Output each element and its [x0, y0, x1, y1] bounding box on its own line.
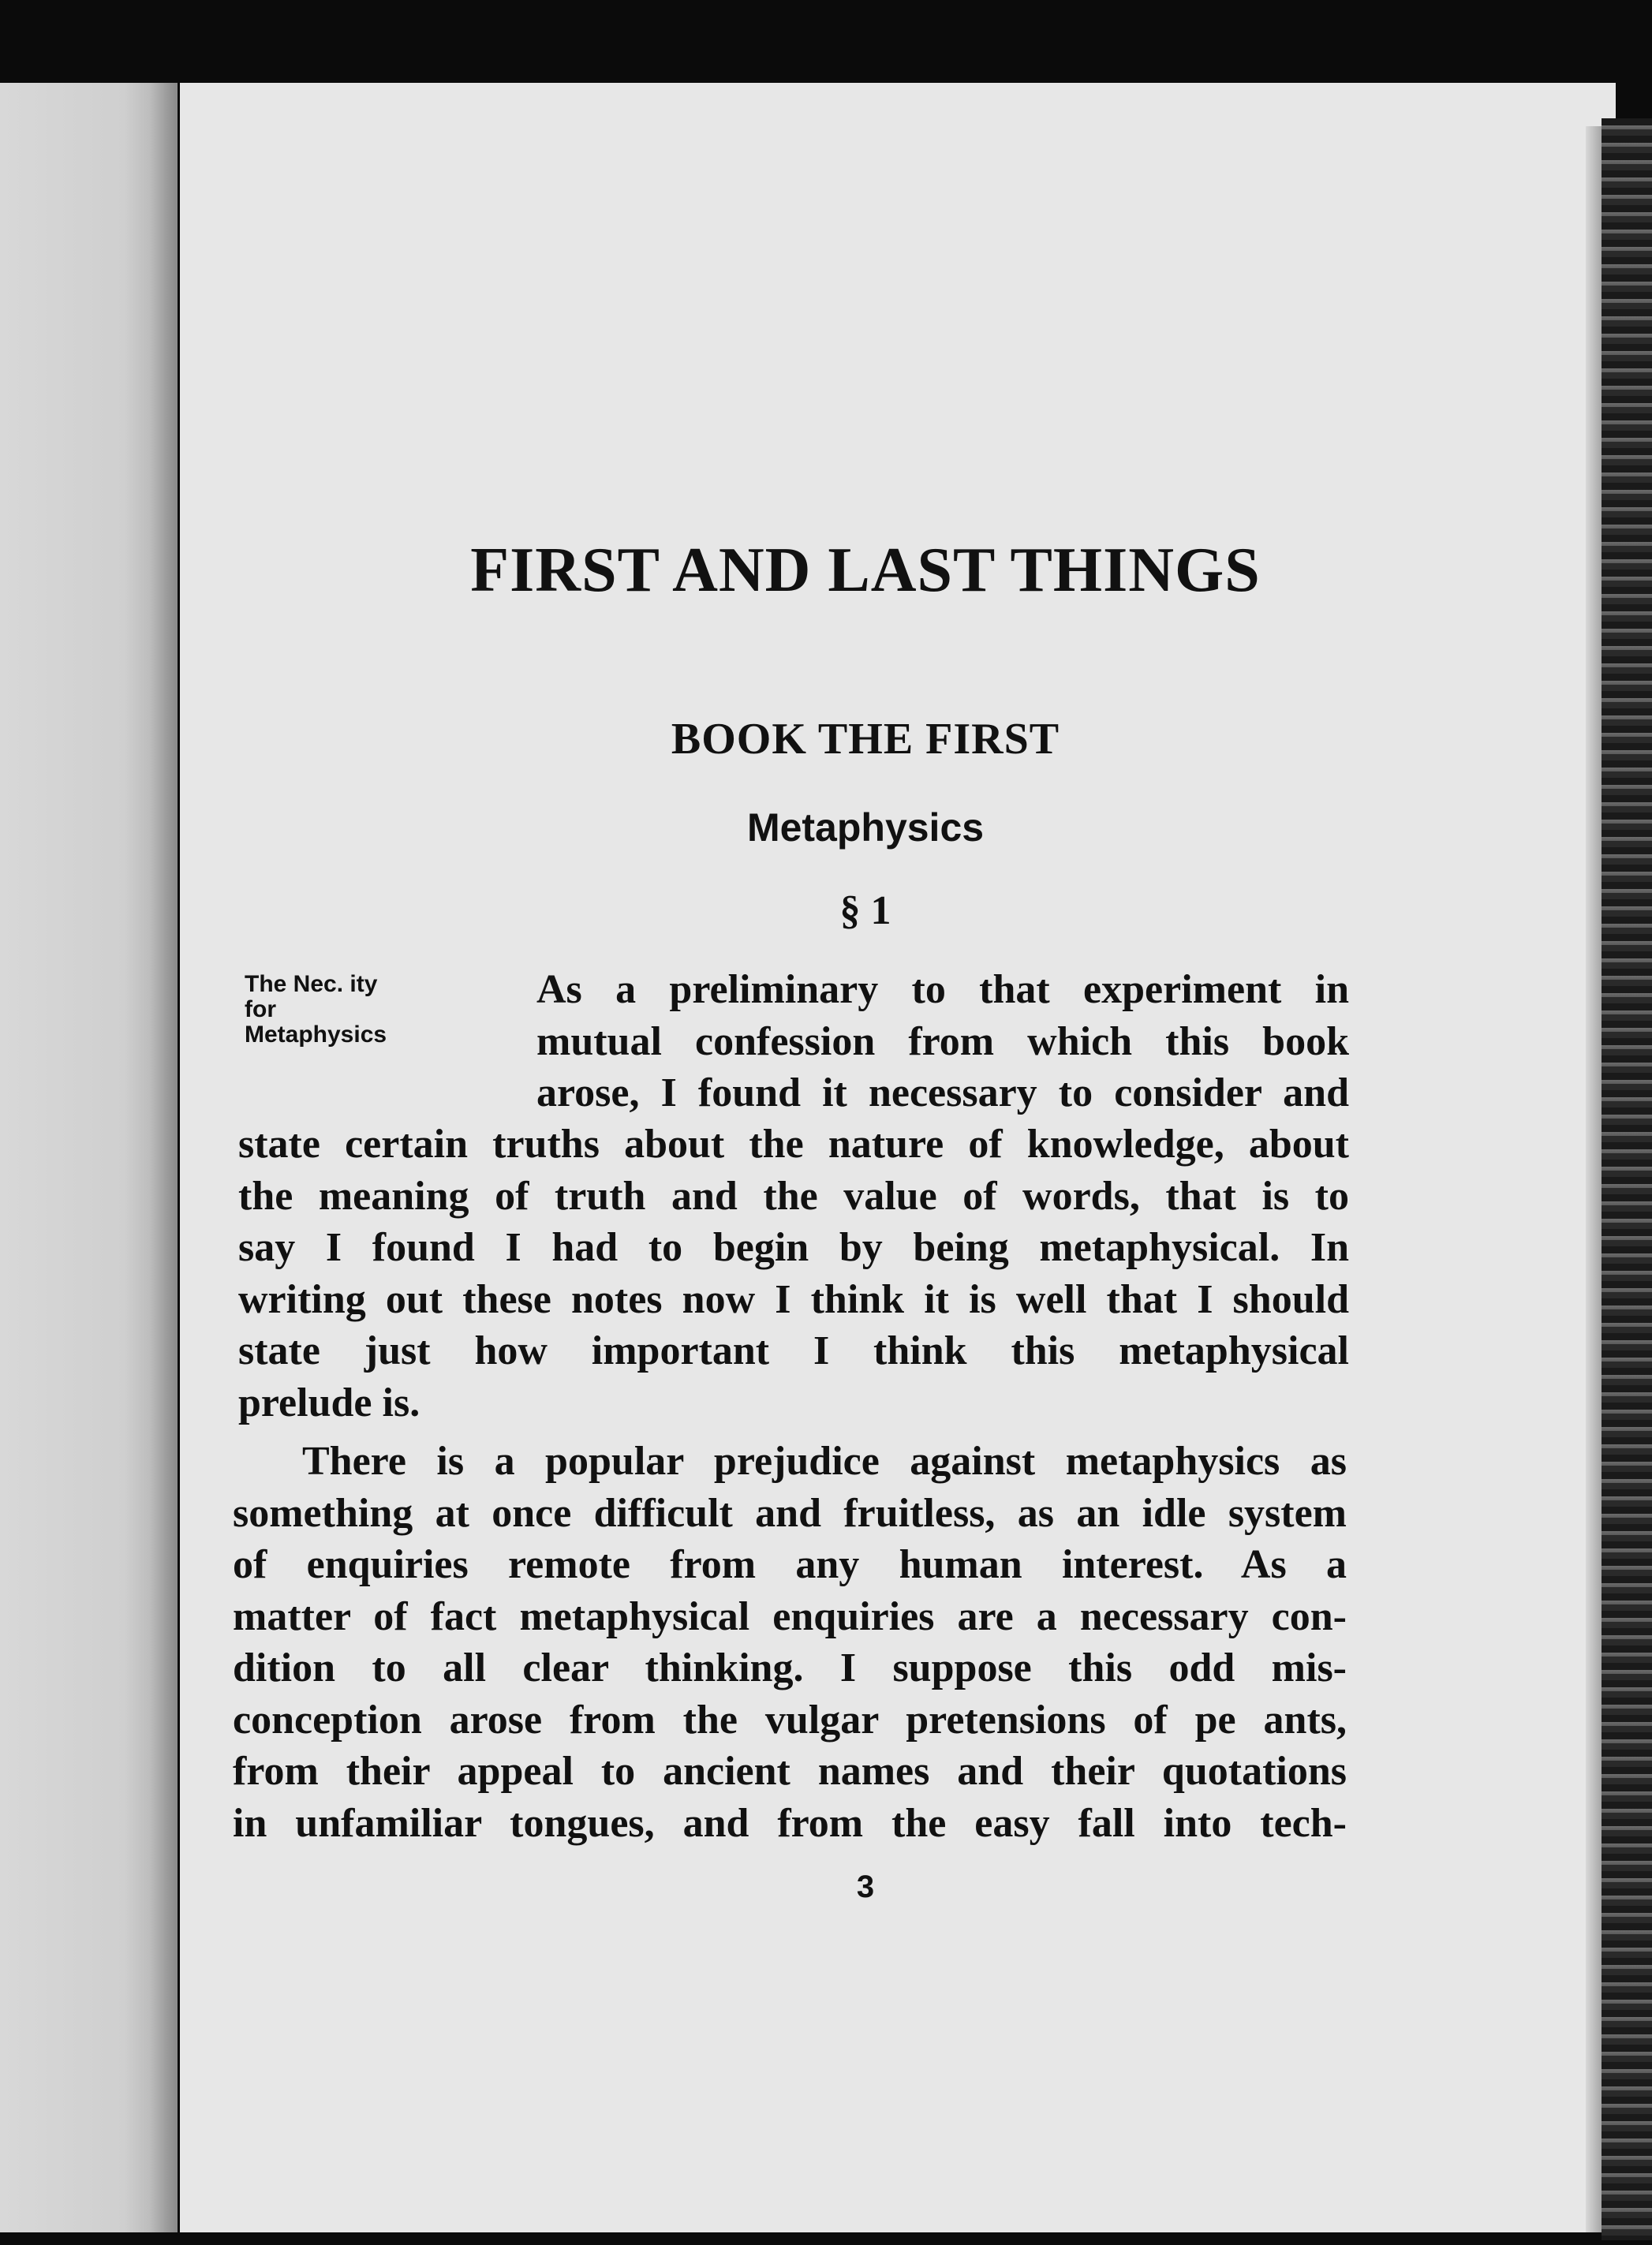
text-line: conception arose from the vulgar pretensions of pe ants,: [233, 1697, 1347, 1743]
text-line: of enquiries remote from any human interest. As a: [233, 1542, 1347, 1587]
text-line: state certain truths about the nature of knowledge, about: [238, 1122, 1349, 1167]
chapter-heading: Metaphysics: [746, 805, 985, 850]
margin-note-line: The Nec. ity: [245, 971, 378, 997]
page-number: 3: [856, 1870, 875, 1904]
text-line: say I found I had to begin by being metaphysical. In: [238, 1225, 1349, 1270]
section-number: § 1: [839, 888, 891, 933]
margin-note-line: for: [245, 996, 276, 1022]
paragraph-1-opening: [536, 964, 1349, 1119]
paragraph-2: [233, 1436, 1347, 1849]
page-stack-edge-dark: [1602, 118, 1652, 2240]
text-line: arose, I found it necessary to consider and: [536, 1070, 1349, 1115]
text-line: mutual confession from which this book: [536, 1018, 1349, 1064]
text-line: prelude is.: [238, 1380, 420, 1425]
text-line: writing out these notes now I think it is well that I should: [238, 1276, 1349, 1322]
margin-note-line: Metaphysics: [245, 1022, 387, 1048]
text-line: There is a popular prejudice against metaphysics as: [302, 1439, 1347, 1484]
paragraph-1-body: [238, 1119, 1349, 1429]
book-title: FIRST AND LAST THINGS: [470, 536, 1261, 605]
margin-note: [245, 972, 497, 1048]
text-line: As a preliminary to that experiment in: [536, 967, 1349, 1012]
text-line: in unfamiliar tongues, and from the easy fall into tech-: [233, 1800, 1347, 1846]
text-line: state just how important I think this metaphysical: [238, 1328, 1349, 1373]
part-heading: BOOK THE FIRST: [671, 715, 1060, 764]
text-line: matter of fact metaphysical enquiries are a necessary con-: [233, 1593, 1347, 1639]
text-line: from their appeal to ancient names and their quotations: [233, 1749, 1347, 1794]
text-line: something at once difficult and fruitless, as an idle system: [233, 1490, 1347, 1536]
text-line: the meaning of truth and the value of words, that is to: [238, 1173, 1349, 1219]
text-line: dition to all clear thinking. I suppose this odd mis-: [233, 1645, 1347, 1690]
